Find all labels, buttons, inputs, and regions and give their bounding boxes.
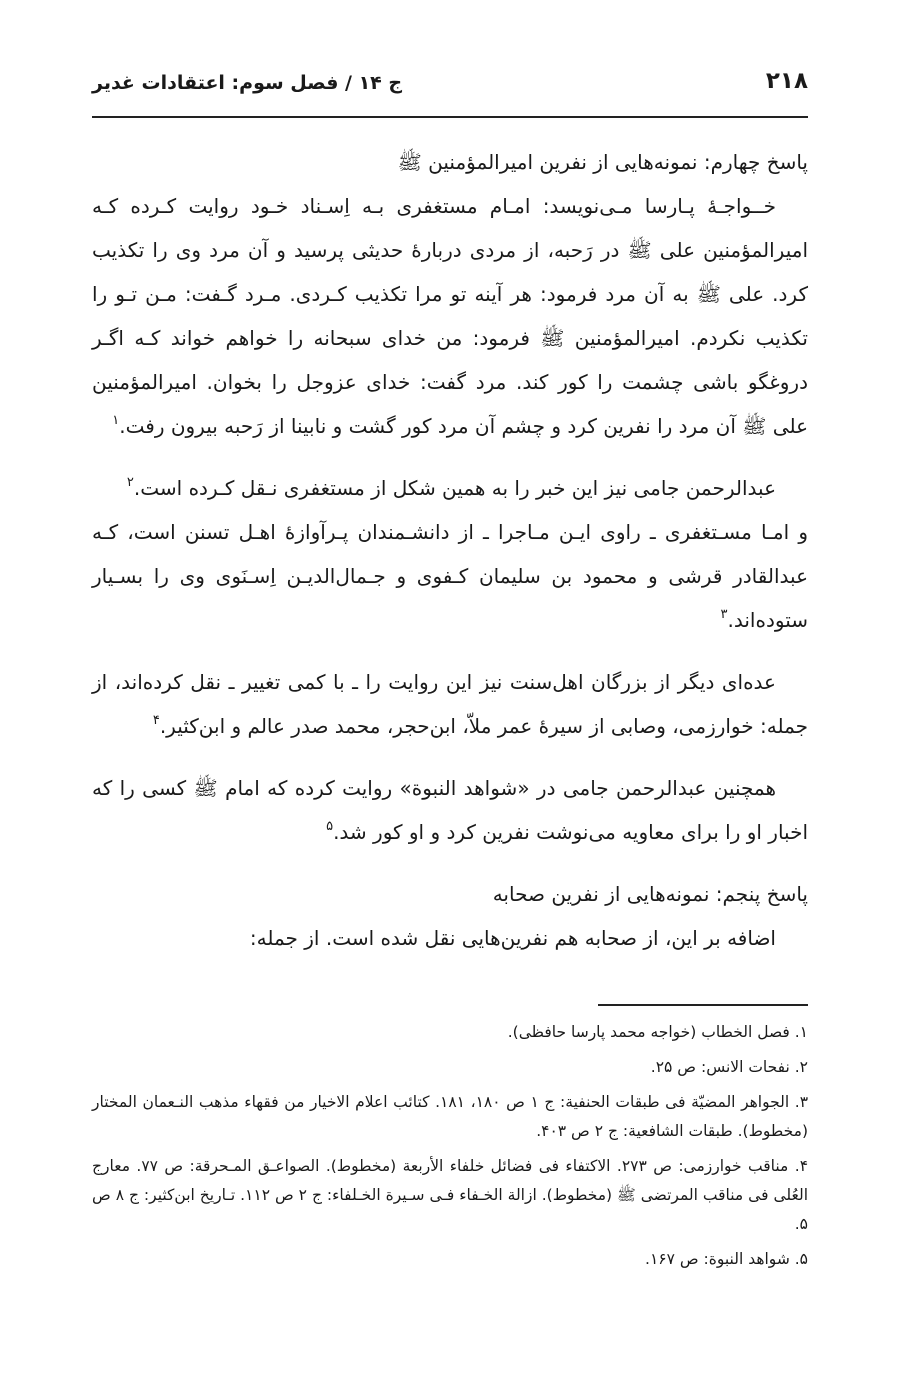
footnote-ref-5: ۵ <box>326 819 334 834</box>
section-heading-5: پاسخ پنجم: نمونه‌هایی از نفرین صحابه <box>492 882 808 906</box>
page-header <box>92 62 808 112</box>
header-rule <box>92 116 808 118</box>
footnote-2: ۲. نفحات الانس: ص ۲۵. <box>650 1058 808 1076</box>
footnote-ref-4: ۴ <box>152 713 160 728</box>
paragraph-2 <box>92 466 808 510</box>
paragraph-1-text: خــواجـهٔ پـارسا مـی‌نویسد: امـام مستغفری بـه اِسـناد خـود روایت کـرده کـه امیرالمؤمنین علی ﷺ در رَحبه، از مردی دربارهٔ حدیثی پرسید و آن مرد وی را تکذیب کرد. علی ﷺ به آن مرد فرمود: هر آینه تو مرا تکذیب کـردی. مـرد گـفت: مـن تـو را تکذیب نکردم. امیرالمؤمنین ﷺ فرمود: من خدای سبحانه را خواهم خواند کـه اگـر دروغگو باشی چشمت را کور کند. مرد گفت: خدای عزوجل را بخوان. امیرالمؤمنین علی ﷺ آن مرد را نفرین کرد و چشم آن مرد کور گشت و نابینا از رَحبه بیرون رفت. <box>92 194 808 438</box>
paragraph-5 <box>92 766 808 854</box>
paragraph-1 <box>92 184 808 448</box>
paragraph-6: اضافه بر این، از صحابه هم نفرین‌هایی نقل شده است. از جمله: <box>249 926 776 950</box>
footnotes <box>92 1018 808 1280</box>
footnote-3: ۳. الجواهر المضيّة فی طبقات الحنفية: ج ۱ ص ۱۸۰، ۱۸۱. کتائب اعلام الاخيار من فقهاء مذهب النـعمان المختار (مخطوط). طبقات الشافعية: ج ۲ ص ۴۰۳. <box>92 1093 809 1140</box>
paragraph-3 <box>92 510 808 642</box>
footnote-separator <box>598 1004 808 1006</box>
footnote-ref-3: ۳ <box>720 607 728 622</box>
footnote-4: ۴. مناقب خوارزمی: ص ۲۷۳. الاکتفاء فی فضائل خلفاء الأربعة (مخطوط). الصواعـق المـحرقة: ص ۷۷. معارج العُلی فی مناقب المرتضی ﷺ (مخطوط). ازالة الخـفاء فـی سـيرة الخـلفاء: ج ۲ ص ۱۱۲. تـاريخ ابن‌کثير: ج ۸ ص ۵. <box>92 1157 809 1233</box>
page-number: ۲۱۸ <box>765 68 808 94</box>
footnote-ref-2: ۲ <box>126 475 134 490</box>
paragraph-2-text: عبدالرحمن جامی نیز این خبر را به همین شکل از مستغفری نـقل کـرده است. <box>133 476 776 500</box>
paragraph-4 <box>92 660 808 748</box>
footnote-ref-1: ۱ <box>112 413 120 428</box>
footnote-1: ۱. فصل الخطاب (خواجه محمد پارسا حافظی). <box>507 1023 808 1041</box>
running-title: ج ۱۴ / فصل سوم: اعتقادات غدیر <box>92 72 403 94</box>
paragraph-3-text: و امـا مسـتغفری ـ راوی ایـن مـاجرا ـ از دانشـمندان پـرآوازهٔ اهـل تسنن است، کـه عبدالقادر قرشی و محمود بن سلیمان کـفوی و جـمال‌الدیـن اِسـنَوی وی را بسـیار ستوده‌اند. <box>92 520 808 632</box>
paragraph-5-text: همچنین عبدالرحمن جامی در «شواهد النبوة» روایت کرده که امام ﷺ کسی را که اخبار او را برای معاویه می‌نوشت نفرین کرد و او کور شد. <box>92 776 808 844</box>
footnote-5: ۵. شواهد النبوة: ص ۱۶۷. <box>645 1250 808 1268</box>
main-text <box>92 140 808 960</box>
paragraph-4-text: عده‌ای دیگر از بزرگان اهل‌سنت نیز این روایت را ـ با کمی تغییر ـ نقل کرده‌اند، از جمله: خوارزمی، وصابی از سیرهٔ عمر ملاّ، ابن‌حجر، محمد صدر عالم و ابن‌کثیر. <box>92 670 808 738</box>
section-heading-4: پاسخ چهارم: نمونه‌هایی از نفرین امیرالمؤمنین ﷺ <box>397 150 808 174</box>
